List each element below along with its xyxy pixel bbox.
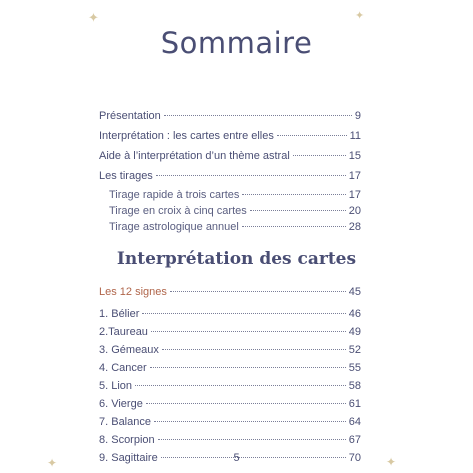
leader-dots — [277, 135, 347, 136]
toc-entry-page: 45 — [348, 286, 361, 298]
page-number: 5 — [233, 452, 240, 464]
sparkle-star-icon: ✦ — [88, 11, 99, 26]
leader-dots — [154, 421, 346, 422]
toc-entry[interactable] — [99, 362, 361, 380]
leader-dots — [151, 331, 346, 332]
toc-entry-page: 20 — [348, 205, 361, 217]
leader-dots — [150, 367, 346, 368]
toc-entry[interactable] — [99, 110, 361, 130]
toc-entry[interactable] — [99, 308, 361, 326]
toc-entry-label: 9. Sagittaire — [99, 452, 158, 464]
toc-entry-page: 52 — [348, 344, 361, 356]
leader-dots — [135, 385, 346, 386]
toc-main — [99, 110, 361, 237]
leader-dots — [142, 313, 345, 314]
section-heading: Interprétation des cartes — [116, 249, 357, 269]
toc-entry-label: 7. Balance — [99, 416, 151, 428]
toc-entry-label: Tirage astrologique annuel — [109, 221, 239, 233]
toc-entry-label: 8. Scorpion — [99, 434, 155, 446]
toc-subentry[interactable] — [99, 221, 361, 237]
toc-entry-label: Les tirages — [99, 170, 153, 182]
leader-dots — [146, 403, 346, 404]
toc-entry-page: 17 — [348, 189, 361, 201]
toc-entry-page: 28 — [348, 221, 361, 233]
toc-entry-label: Aide à l’interprétation d’un thème astral — [99, 150, 290, 162]
toc-entry-label: 3. Gémeaux — [99, 344, 159, 356]
toc-entry-page: 15 — [348, 150, 361, 162]
toc-signs — [99, 286, 361, 470]
toc-entry-page: 70 — [348, 452, 361, 464]
toc-entry-label: 4. Cancer — [99, 362, 147, 374]
leader-dots — [170, 291, 346, 292]
toc-entry-page: 58 — [348, 380, 361, 392]
leader-dots — [156, 175, 346, 176]
toc-entry[interactable] — [99, 380, 361, 398]
toc-entry-page: 61 — [348, 398, 361, 410]
toc-entry-label: Les 12 signes — [99, 286, 167, 298]
toc-entry-page: 11 — [349, 130, 361, 142]
toc-entry-label: 1. Bélier — [99, 308, 140, 320]
toc-entry[interactable] — [99, 326, 361, 344]
toc-entry[interactable] — [99, 130, 361, 150]
leader-dots — [158, 439, 346, 440]
toc-entry-label: 2.Taureau — [99, 326, 148, 338]
toc-entry[interactable] — [99, 170, 361, 189]
sparkle-star-icon: ✦ — [355, 9, 365, 22]
toc-entry[interactable] — [99, 344, 361, 362]
toc-entry-label: 6. Vierge — [99, 398, 143, 410]
toc-subentry[interactable] — [99, 189, 361, 205]
leader-dots — [293, 155, 346, 156]
toc-entry-page: 9 — [354, 110, 361, 122]
sparkle-star-icon: ✦ — [386, 455, 397, 469]
toc-entry-page: 17 — [348, 170, 361, 182]
page-title: Sommaire — [160, 26, 313, 60]
toc-entry[interactable] — [99, 150, 361, 170]
toc-entry-page: 46 — [348, 308, 361, 320]
toc-entry-label: Interprétation : les cartes entre elles — [99, 130, 274, 142]
toc-section-entry[interactable] — [99, 286, 361, 306]
toc-entry-label: Tirage rapide à trois cartes — [109, 189, 240, 201]
leader-dots — [164, 115, 352, 116]
toc-entry-label: Présentation — [99, 110, 161, 122]
leader-dots — [242, 194, 345, 195]
toc-entry-page: 64 — [348, 416, 361, 428]
toc-entry-page: 67 — [348, 434, 361, 446]
toc-entry[interactable] — [99, 416, 361, 434]
toc-entry-label: 5. Lion — [99, 380, 133, 392]
toc-subentry[interactable] — [99, 205, 361, 221]
leader-dots — [242, 226, 346, 227]
toc-entry-page: 49 — [348, 326, 361, 338]
leader-dots — [250, 210, 346, 211]
toc-entry[interactable] — [99, 398, 361, 416]
toc-entry-page: 55 — [348, 362, 361, 374]
toc-entry[interactable] — [99, 434, 361, 452]
toc-entry-label: Tirage en croix à cinq cartes — [109, 205, 247, 217]
sparkle-star-icon: ✦ — [47, 456, 58, 470]
leader-dots — [162, 349, 346, 350]
